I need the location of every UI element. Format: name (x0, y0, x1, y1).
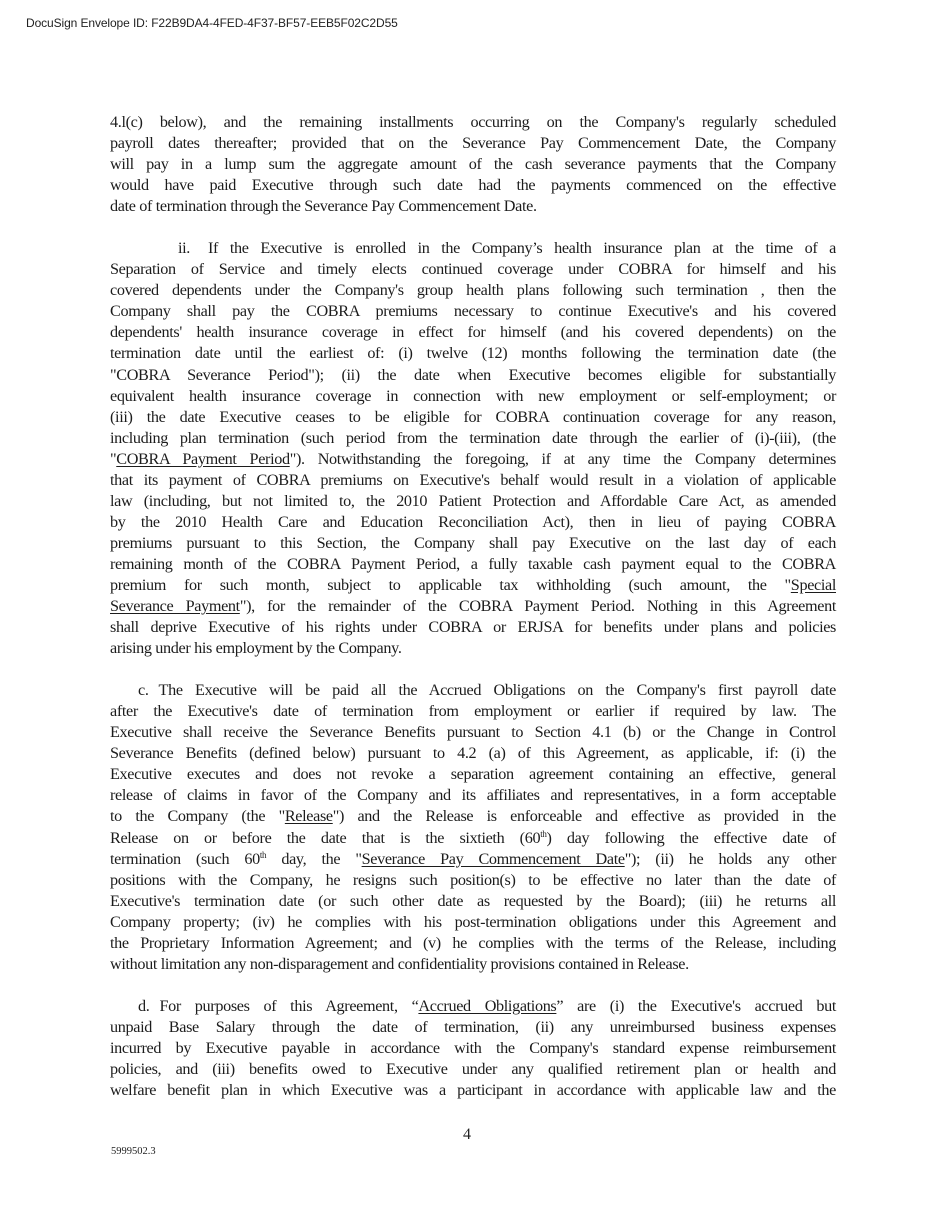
text-line: premiums pursuant to this Section, the Company shall pay Executive on the last day of each (110, 533, 836, 552)
text-line: Executive's termination date (or such other date as requested by the Board); (iii) he returns all (110, 891, 836, 910)
docusign-envelope-id: DocuSign Envelope ID: F22B9DA4-4FED-4F37-BF57-EEB5F02C2D55 (26, 16, 398, 30)
text-line: dependents' health insurance coverage in effect for himself (and his covered dependents) on the (110, 323, 836, 342)
text-line: covered dependents under the Company's group health plans following such termination , then the (110, 281, 836, 300)
text-line: law (including, but not limited to, the 2010 Patient Protection and Affordable Care Act, as amended (110, 491, 836, 510)
text-line: unpaid Base Salary through the date of termination, (ii) any unreimbursed business expenses (110, 1017, 836, 1036)
text-line: premium for such month, subject to applicable tax withholding (such amount, the "Special (110, 575, 836, 594)
text-line: termination (such 60th day, the "Severance Pay Commencement Date"); (ii) he holds any other (110, 849, 836, 868)
text-line: positions with the Company, he resigns such position(s) to be effective no later than the date of (110, 870, 836, 889)
text-line: Severance Payment"), for the remainder of the COBRA Payment Period. Nothing in this Agreement (110, 597, 836, 616)
text-line: without limitation any non-disparagement and confidentiality provisions contained in Release. (110, 954, 689, 973)
defined-term: Release (284, 807, 333, 826)
text-line: will pay in a lump sum the aggregate amount of the cash severance payments that the Company (110, 155, 836, 174)
text-line: including plan termination (such period from the termination date through the earlier of (i)-(iii), (the (110, 428, 836, 447)
text-line: c. The Executive will be paid all the Accrued Obligations on the Company's first payroll date (138, 681, 836, 700)
text-line: remaining month of the COBRA Payment Period, a fully taxable cash payment equal to the COBRA (110, 554, 836, 573)
text-line: Executive executes and does not revoke a separation agreement containing an effective, general (110, 765, 836, 784)
text-line: (iii) the date Executive ceases to be eligible for COBRA continuation coverage for any reason, (110, 407, 836, 426)
paragraph-section-c (110, 680, 836, 975)
text-line: incurred by Executive payable in accordance with the Company's standard expense reimbursement (110, 1038, 836, 1057)
text-line: ii. If the Executive is enrolled in the Company’s health insurance plan at the time of a (178, 239, 836, 258)
section-marker: d. (138, 996, 150, 1015)
superscript: th (259, 849, 267, 860)
defined-term: Severance Pay Commencement Date (361, 849, 625, 868)
text-line: equivalent health insurance coverage in connection with new employment or self-employment; or (110, 386, 836, 405)
document-id: 5999502.3 (111, 1146, 156, 1157)
text-line: Separation of Service and timely elects continued coverage under COBRA for himself and his (110, 260, 836, 279)
defined-term: Accrued Obligations (418, 996, 557, 1015)
text-line: Release on or before the date that is the sixtieth (60th) day following the effective date of (110, 828, 836, 847)
text-line: the Proprietary Information Agreement; and (v) he complies with the terms of the Release, including (110, 933, 836, 952)
document-page-body (110, 112, 836, 1122)
text-line: Company property; (iv) he complies with his post-termination obligations under this Agreement and (110, 912, 836, 931)
text-line: policies, and (iii) benefits owed to Executive under any qualified retirement plan or health and (110, 1059, 836, 1078)
text-line: Severance Benefits (defined below) pursuant to 4.2 (a) of this Agreement, as applicable, if: (i) the (110, 744, 836, 763)
text-line: to the Company (the "Release") and the Release is enforceable and effective as provided in the (110, 807, 836, 826)
text-line: "COBRA Payment Period"). Notwithstanding the foregoing, if at any time the Company determines (110, 449, 836, 468)
text-line: 4.l(c) below), and the remaining installments occurring on the Company's regularly scheduled (110, 113, 836, 131)
paragraph-section-ii (110, 238, 836, 659)
text-line: welfare benefit plan in which Executive was a participant in accordance with applicable law and the (110, 1081, 836, 1100)
text-line: termination date until the earliest of: (i) twelve (12) months following the termination date (the (110, 344, 836, 363)
paragraph-continuation (110, 112, 836, 217)
paragraph-section-d (110, 996, 836, 1101)
text-line: shall deprive Executive of his rights under COBRA or ERJSA for benefits under plans and policies (110, 618, 836, 637)
text-line: payroll dates thereafter; provided that on the Severance Pay Commencement Date, the Company (110, 134, 836, 153)
section-marker: ii. (178, 239, 190, 258)
text-line: d. For purposes of this Agreement, “Accrued Obligations” are (i) the Executive's accrued but (138, 996, 836, 1015)
page-number: 4 (463, 1126, 471, 1143)
text-line: that its payment of COBRA premiums on Executive's behalf would result in a violation of applicable (110, 470, 836, 489)
defined-term: Severance Payment (110, 597, 240, 616)
defined-term: Special (790, 575, 836, 594)
text-line: release of claims in favor of the Company and its affiliates and representatives, in a form acceptable (110, 786, 836, 805)
text-line: Executive shall receive the Severance Benefits pursuant to Section 4.1 (b) or the Change in Control (110, 723, 836, 742)
text-line: Company shall pay the COBRA premiums necessary to continue Executive's and his covered (110, 302, 836, 321)
text-line: would have paid Executive through such date had the payments commenced on the effective (110, 176, 836, 195)
text-line: after the Executive's date of termination from employment or earlier if required by law. The (110, 702, 836, 721)
superscript: th (540, 828, 547, 839)
defined-term: COBRA Payment Period (116, 449, 290, 468)
text-line: by the 2010 Health Care and Education Reconciliation Act), then in lieu of paying COBRA (110, 512, 836, 531)
text-line: "COBRA Severance Period"); (ii) the date when Executive becomes eligible for substantially (110, 365, 836, 384)
section-marker: c. (138, 681, 149, 700)
text-line: date of termination through the Severance Pay Commencement Date. (110, 197, 537, 216)
text-line: arising under his employment by the Company. (110, 639, 402, 658)
